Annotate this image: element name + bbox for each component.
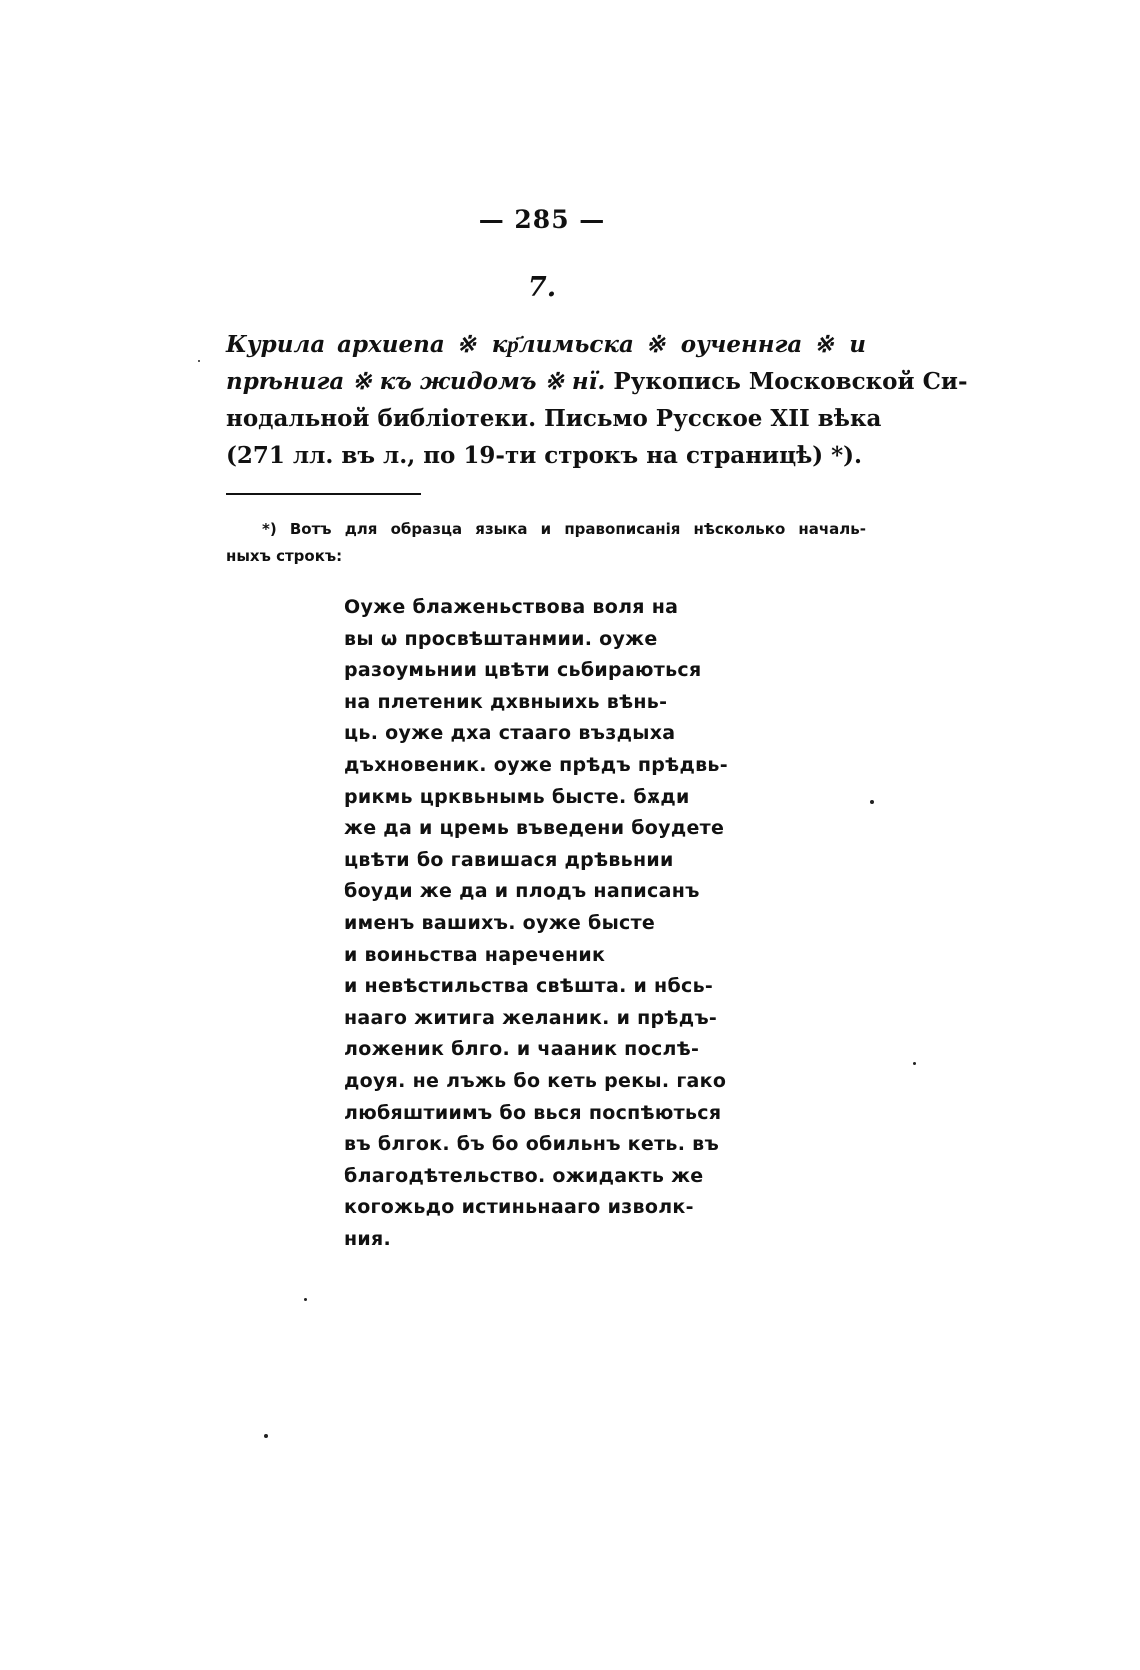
quote-line: любяштиимъ бо вься поспѣються bbox=[344, 1101, 722, 1124]
quote-line: Оуже блаженьствова воля на bbox=[344, 596, 679, 618]
entry-description-text: Рукопись Московской Си- bbox=[605, 368, 968, 395]
quoted-text-block bbox=[344, 592, 728, 1255]
entry-description-text: нодальной библіотеки. Письмо Русское XII вѣка bbox=[226, 405, 882, 432]
entry-title-text: Курила архиепа ※ кр҃лимьска ※ оученнга ※ и bbox=[226, 331, 866, 358]
quote-line: въ блгок. бъ бо обильнъ кеть. въ bbox=[344, 1133, 720, 1156]
quote-line: рикмь црквьнымь бысте. бѫди bbox=[344, 785, 690, 808]
quote-line: же да и цремь въведени боудете bbox=[344, 817, 725, 840]
quote-line: нааго житига желаник. и прѣдъ- bbox=[344, 1006, 718, 1029]
footnote bbox=[226, 516, 866, 570]
footnote-line: *) Вотъ для образца языка и правописанія нѣсколько началь- bbox=[262, 520, 866, 538]
section-number: 7. bbox=[527, 272, 557, 303]
quote-line: на плетеник дхвныихь вѣнь- bbox=[344, 690, 668, 713]
scan-speck bbox=[264, 1434, 268, 1438]
footnote-divider bbox=[226, 493, 421, 495]
quote-line: дъхновеник. оуже прѣдъ прѣдвь- bbox=[344, 753, 728, 776]
entry-line bbox=[226, 363, 968, 400]
quote-line: и невѣстильства свѣшта. и нбсь- bbox=[344, 975, 714, 998]
quote-line: цвѣти бо гавишася дрѣвьнии bbox=[344, 848, 674, 871]
quote-line: вы ѡ просвѣштанмии. оуже bbox=[344, 627, 658, 650]
scan-speck bbox=[304, 1298, 307, 1301]
quote-line: именъ вашихъ. оуже бысте bbox=[344, 911, 656, 934]
quote-line: ния. bbox=[344, 1227, 392, 1250]
entry-title-text: прѣнига ※ къ жидомъ ※ нї. bbox=[226, 368, 606, 395]
quote-line: ць. оуже дха стааго въздыха bbox=[344, 722, 676, 745]
quote-line: благодѣтельство. ожидакть же bbox=[344, 1164, 704, 1187]
entry-line bbox=[226, 437, 866, 474]
entry-description-text: (271 лл. въ л., по 19-ти строкъ на страницѣ) *). bbox=[226, 442, 863, 469]
scan-speck bbox=[198, 360, 200, 362]
scan-speck bbox=[870, 800, 874, 804]
page-number: — 285 — bbox=[478, 205, 606, 234]
quote-line: ложеник блго. и чааник послѣ- bbox=[344, 1038, 700, 1061]
quote-line: когожьдо истиньнааго изволк- bbox=[344, 1196, 694, 1219]
quote-line: боуди же да и плодъ написанъ bbox=[344, 880, 700, 903]
entry-line bbox=[226, 326, 866, 363]
entry-heading bbox=[226, 326, 968, 474]
quote-line: доуя. не лъжь бо кеть рекы. гако bbox=[344, 1069, 727, 1092]
quote-line: разоумьнии цвѣти сьбираються bbox=[344, 659, 702, 682]
entry-line bbox=[226, 400, 882, 437]
footnote-line: ныхъ строкъ: bbox=[226, 547, 343, 565]
scan-speck bbox=[913, 1062, 916, 1065]
quote-line: и воиньства нареченик bbox=[344, 943, 606, 966]
